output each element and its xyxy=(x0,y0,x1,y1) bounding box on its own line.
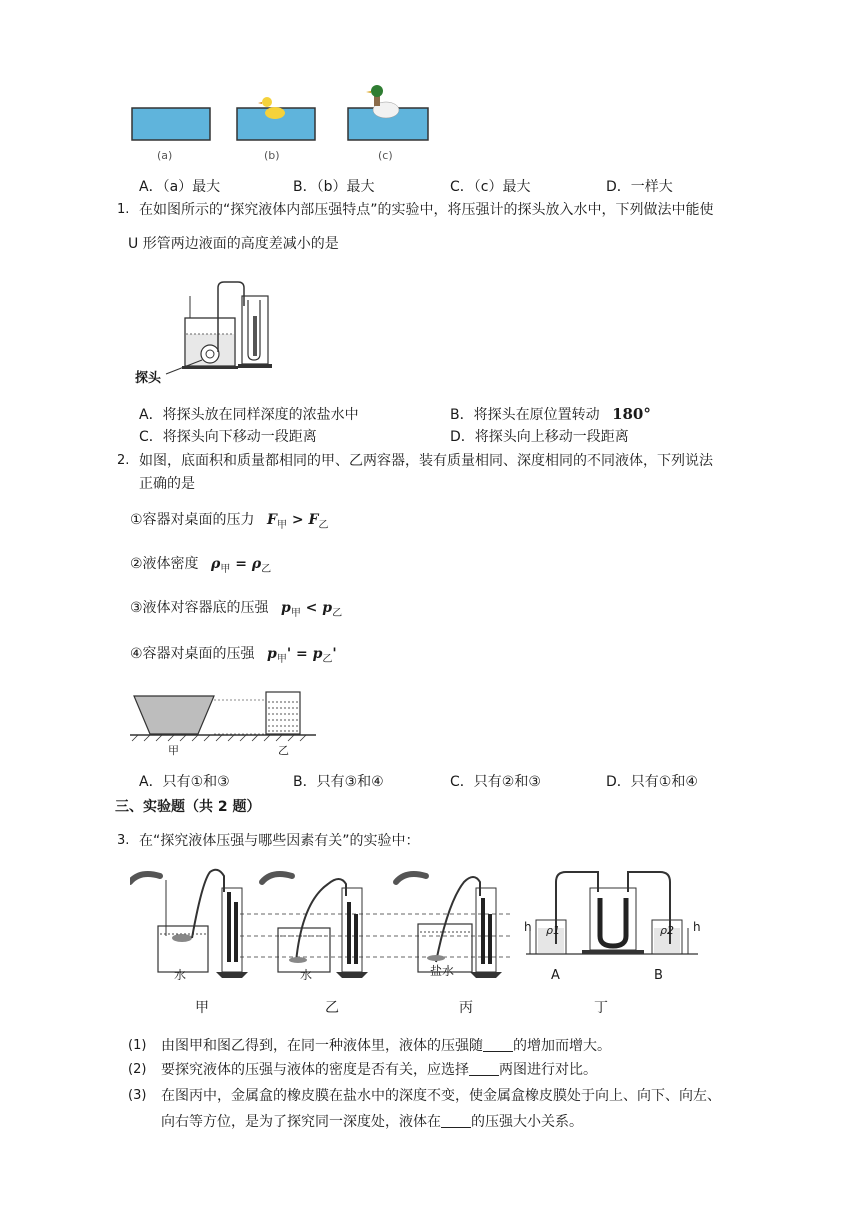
liquid-pressure-experiment-figure xyxy=(130,862,720,990)
caption-c: (c) xyxy=(378,149,393,162)
liquid-label-jia: 水 xyxy=(174,968,187,982)
sub-text-before: 由图甲和图乙得到，在同一种液体里，液体的压强随 xyxy=(161,1038,483,1054)
math-lhs: p xyxy=(281,600,291,616)
statement-prefix: ①容器对桌面的压力 xyxy=(130,512,255,528)
math-rhs: p xyxy=(322,600,333,616)
tank-a xyxy=(132,108,210,140)
ding-label-b: B xyxy=(654,968,663,983)
q2-option-d[interactable]: D．只有①和④ xyxy=(606,774,698,790)
math-rhs: p xyxy=(312,646,323,662)
q3-sub3-number: (3) xyxy=(128,1088,147,1103)
q2-number: 2. xyxy=(117,453,130,468)
math-lhs: p xyxy=(267,646,277,662)
math-lhs: ρ xyxy=(211,556,221,572)
fig-label-bing: 丙 xyxy=(459,1000,473,1016)
sub-text-before: 要探究液体的压强与液体的密度是否有关，应选择 xyxy=(161,1062,469,1078)
ding-rho2: ρ2 xyxy=(660,924,674,937)
fig-label-ding: 丁 xyxy=(594,1000,608,1016)
statement-prefix: ②液体密度 xyxy=(130,556,199,572)
ding-h-left: h xyxy=(524,920,532,934)
sub-text-after: 的压强大小关系。 xyxy=(471,1114,583,1130)
q2-statement-2 xyxy=(130,554,271,576)
prev-option-d[interactable]: D．一样大 xyxy=(606,179,673,195)
prev-option-b[interactable]: B．（b）最大 xyxy=(293,179,375,195)
sub-text-before: 向右等方位，是为了探究同一深度处，液体在 xyxy=(161,1114,441,1130)
answer-blank[interactable] xyxy=(483,1037,513,1052)
statement-prefix: ③液体对容器底的压强 xyxy=(130,600,269,616)
q1-text-line2: U 形管两边液面的高度差减小的是 xyxy=(128,236,339,252)
math-op: < xyxy=(300,600,323,616)
q1-option-b[interactable] xyxy=(450,404,651,424)
math-op: ' = xyxy=(286,646,313,662)
q2-option-a[interactable]: A．只有①和③ xyxy=(139,774,230,790)
sub-text-after: 两图进行对比。 xyxy=(499,1062,597,1078)
setup-ding xyxy=(526,872,698,954)
q3-sub2-number: (2) xyxy=(128,1062,147,1077)
caption-a: (a) xyxy=(157,149,173,162)
q1-option-a[interactable]: A．将探头放在同样深度的浓盐水中 xyxy=(139,407,359,423)
sub-text-after: 的增加而增大。 xyxy=(513,1038,611,1054)
q3-sub3-line1: 在图丙中，金属盒的橡皮膜在盐水中的深度不变，使金属盒橡皮膜处于向上、向下、向左、 xyxy=(161,1088,721,1104)
prev-option-a[interactable]: A．（a）最大 xyxy=(139,179,221,195)
q2-text-line2: 正确的是 xyxy=(139,476,195,492)
answer-blank[interactable] xyxy=(441,1113,471,1128)
math-rhs: ρ xyxy=(251,556,262,572)
ding-rho1: ρ1 xyxy=(546,924,560,937)
q1-option-c[interactable]: C．将探头向下移动一段距离 xyxy=(139,429,317,445)
container-yi xyxy=(266,692,300,734)
angle-180: 180° xyxy=(612,405,651,423)
math-rsub: 乙 xyxy=(322,654,333,665)
q3-sub2-text xyxy=(161,1060,597,1080)
liquid-label-bing: 盐水 xyxy=(430,964,455,978)
ding-label-a: A xyxy=(551,968,560,983)
math-lhs: F xyxy=(267,512,277,528)
q2-statement-1 xyxy=(130,510,328,532)
answer-blank[interactable] xyxy=(469,1061,499,1076)
math-lsub: 甲 xyxy=(220,564,231,575)
q3-sub1-text xyxy=(161,1036,611,1056)
container-jia xyxy=(134,696,214,734)
math-suffix: ' xyxy=(332,646,337,662)
section-3-title: 三、实验题（共 2 题） xyxy=(115,799,261,815)
prev-option-c[interactable]: C．（c）最大 xyxy=(450,179,531,195)
math-lsub: 甲 xyxy=(276,654,287,665)
label-yi: 乙 xyxy=(278,744,289,757)
q1-text-line1: 在如图所示的“探究液体内部压强特点”的实验中，将压强计的探头放入水中，下列做法中能使 xyxy=(139,202,714,218)
q3-number: 3. xyxy=(117,833,130,848)
q2-statement-3 xyxy=(130,598,342,620)
liquid-label-yi: 水 xyxy=(300,968,313,982)
setup-jia xyxy=(130,870,248,978)
q2-option-b[interactable]: B．只有③和④ xyxy=(293,774,384,790)
math-rhs: F xyxy=(308,512,319,528)
q3-sub1-number: (1) xyxy=(128,1038,147,1053)
math-lsub: 甲 xyxy=(290,608,301,619)
fig-label-jia: 甲 xyxy=(195,1000,209,1016)
math-rsub: 乙 xyxy=(332,608,343,619)
math-op: = xyxy=(230,556,252,572)
math-op: > xyxy=(286,512,309,528)
statement-prefix: ④容器对桌面的压强 xyxy=(130,646,255,662)
q3-text: 在“探究液体压强与哪些因素有关”的实验中： xyxy=(139,833,420,849)
containers-figure xyxy=(128,688,318,748)
q2-option-c[interactable]: C．只有②和③ xyxy=(450,774,541,790)
math-lsub: 甲 xyxy=(276,520,287,531)
q1-option-b-text: B．将探头在原位置转动 xyxy=(450,407,600,423)
caption-b: (b) xyxy=(264,149,280,162)
probe-label: 探头 xyxy=(135,371,162,386)
q2-text-line1: 如图，底面积和质量都相同的甲、乙两容器，装有质量相同、深度相同的不同液体，下列说法 xyxy=(139,453,713,469)
setup-yi xyxy=(262,874,368,978)
q3-sub3-line2 xyxy=(161,1112,583,1132)
ding-h-right: h xyxy=(693,920,701,934)
q1-number: 1. xyxy=(117,202,130,217)
fig-label-yi: 乙 xyxy=(325,1000,339,1016)
q2-statement-4 xyxy=(130,644,337,666)
q1-option-d[interactable]: D．将探头向上移动一段距离 xyxy=(450,429,629,445)
label-jia: 甲 xyxy=(168,744,179,757)
math-rsub: 乙 xyxy=(318,520,329,531)
math-rsub: 乙 xyxy=(261,564,272,575)
